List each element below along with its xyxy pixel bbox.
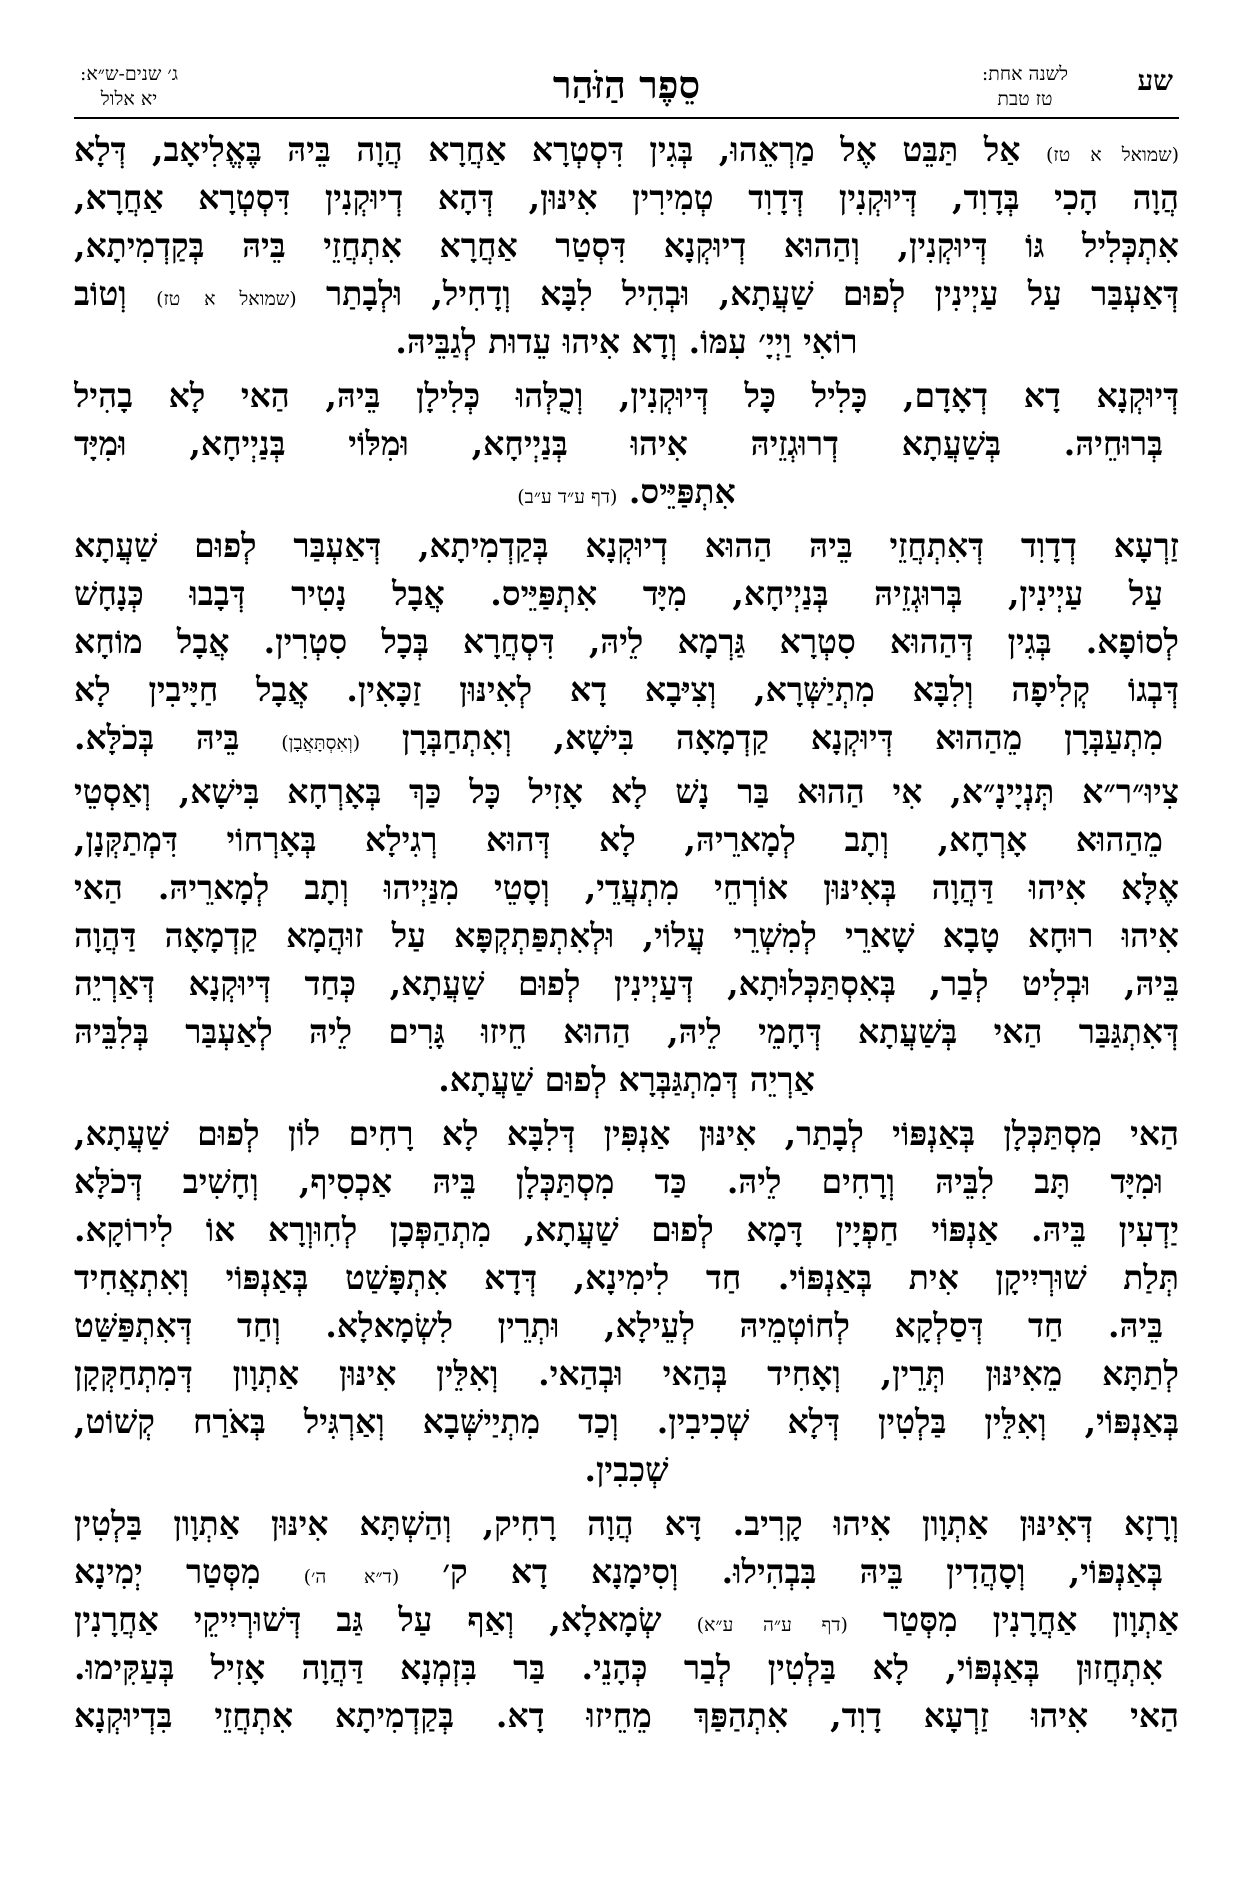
line-text: צִיוּ״ר״א תְּנְיָינָ״א, אִי הַהוּא בַּר נָשׁ לָא אָזִיל כָּל כַּךְ בְּאָרְחָא בִּישָׁא, וְאַסְטֵי [74, 772, 1179, 811]
text-line [74, 1500, 1179, 1548]
text-line [74, 1350, 1179, 1398]
text-line [74, 1596, 1179, 1644]
line-text: שְׁכִבִין. [584, 1450, 669, 1489]
text-line [74, 420, 1179, 468]
line-text: אִתְפַּיֵּיס. [628, 472, 736, 511]
line-text: אֶלָּא אִיהוּ דַּהֲוָה בְּאִינּוּן אוֹרְחֵי מִתְעֲדֵי, וְסָטֵי מִנַּיְיהוּ וְתָב לְמָארֵיהּ. הַאי [74, 868, 1179, 907]
line-text: לְסוֹפָא. בְּגִין דְּהַהוּא סִטְרָא גַּרְמָא לֵיהּ, דִּסְחֲרָא בְּכָל סִטְרִין. אֲבָל מוֹחָא [74, 622, 1179, 661]
line-text: רוֹאִי וַיְיָ׳ עִמּוֹ. וְדָא אִיהוּ עֵדוּת לְגַבֵּיהּ. [395, 322, 858, 361]
line-text: תְּלַת שׁוּרְיִיקָן אִית בְּאַנְפּוֹי. חַד לִימִינָא, דְּדָא אִתְפָּשַׁט בְּאַנְפּוֹי וְאִתְאֲחִיד [74, 1258, 1179, 1297]
paragraph [74, 1500, 1179, 1740]
text-line [74, 960, 1179, 1008]
paragraph [74, 372, 1179, 516]
line-text: מֵהַהוּא אָרְחָא, וְתָב לְמָארֵיהּ, לָא דְּהוּא רְגִילָא בְּאָרְחוֹי דִּמְתַקְּנָן, [74, 820, 1163, 859]
line-text: אַתְוָון אַחֲרָנִין מִסְּטַר [883, 1600, 1179, 1639]
text-line [74, 1692, 1179, 1740]
paragraph [74, 1110, 1179, 1494]
text-line [74, 174, 1179, 222]
schedule-three-years-label: ג׳ שנים-ש״א: [80, 63, 179, 85]
text-line [74, 618, 1179, 666]
inline-reference: (ד״א ה׳) [303, 1566, 400, 1588]
page-header [80, 62, 1173, 114]
inline-reference: (דף ע״ד ע״ב) [517, 486, 618, 508]
inline-reference: (וְאִסְתָּאֲבָן) [281, 732, 361, 754]
paragraph [74, 126, 1179, 366]
text-line [74, 468, 1179, 516]
text-line [74, 522, 1179, 570]
text-line [74, 1158, 1179, 1206]
text-line [74, 1446, 1179, 1494]
line-text: יַדְעִין בֵּיהּ. אַנְפּוֹי חַפְיָין דָּמָא לְפוּם שַׁעֲתָא, מִתְהַפְּכָן לְחִוּוְרָא אוֹ לִירוֹקָא. [74, 1210, 1179, 1249]
line-text: דְּאַעְבַּר עַל עַיְינִין לְפוּם שַׁעֲתָא, וּבְהִיל לִבָּא וְדָחִיל, וּלְבָתַר [326, 274, 1179, 313]
text-line [74, 270, 1179, 318]
line-text: אַרְיֵה דְּמִתְגַּבְּרָא לְפוּם שַׁעֲתָא. [438, 1060, 815, 1099]
line-text: בְּאַנְפּוֹי, וְסָהֲדִין בֵּיהּ בִּבְהִילוּ. וְסִימָנָא דָא ק׳ [442, 1552, 1163, 1591]
text-line [74, 372, 1179, 420]
text-body [74, 126, 1179, 1746]
line-text: זַרְעָא דְדָוִד דְּאִתְחֲזֵי בֵּיהּ הַהוּא דְיוּקְנָא בְּקַדְמִיתָא, דְּאַעְבַּר לְפוּם שַׁעֲתָא [74, 526, 1179, 565]
line-text: לְתַתָּא מֵאִינּוּן תְּרֵין, וְאָחִיד בְּהַאי וּבְהַאי. וְאִלֵּין אִינּוּן אַתְוָון דְּמִתְחַקְּקָן [74, 1354, 1179, 1393]
line-text: דְּבְגוֹ קְלִיפָה וְלִבָּא מִתְיַשְּׁרָא, וְצִיּבָא דָא לְאִינּוּן זַכָּאִין. אֲבָל חַיָּיבִין לָא [74, 670, 1179, 709]
text-line [74, 1110, 1179, 1158]
line-text: אִתְכְּלִיל גּוֹ דְּיוּקְנִין, וְהַהוּא דְיוּקְנָא דִּסְטַר אַחֲרָא אִתְחֲזֵי בֵּיהּ בְּקַדְמִיתָא, [74, 226, 1179, 265]
text-line [74, 1008, 1179, 1056]
line-text: הַאי אִיהוּ זַרְעָא דָוִד, אִתְהַפַּךְ מֵחֵיזוּ דָא. בְּקַדְמִיתָא אִתְחֲזֵי בִּדְיוּקְנָא [74, 1696, 1179, 1735]
text-line [74, 714, 1179, 762]
text-line [74, 1548, 1179, 1596]
book-title: סֵפֶר הַזֹּהַר [552, 62, 701, 107]
line-text: מִתְעַבְּרָן מֵהַהוּא דְּיוּקְנָא קַדְמָאָה בִּישָׁא, וְאִתְחַבְּרָן [401, 718, 1163, 757]
text-line [74, 1056, 1179, 1104]
text-line [74, 1206, 1179, 1254]
line-text: אִתְחֲזוּן בְּאַנְפּוֹי, לָא בַּלְטִין לְבַר כְּהָנֵי. בַּר בִּזְמְנָא דַּהֲוָה אָזִיל בְּעַקִּימוּ. [74, 1648, 1163, 1687]
text-line [74, 864, 1179, 912]
text-line [74, 570, 1179, 618]
line-text: בְּרוּחֵיהּ. בְּשַׁעֲתָא דְרוּגְזֵיהּ אִיהוּ בְּנַיְיחָא, וּמִלּוֹי בְּנַיְיחָא, וּמִיָּד [74, 424, 1163, 463]
line-text: וְרָזָא דְּאִינּוּן אַתְוָון אִיהוּ קָרִיב. דָּא הֲוָה רָחִיק, וְהַשְׁתָּא אִינּוּן אַתְוָון בַּלְטִין [74, 1504, 1179, 1543]
text-line [74, 816, 1179, 864]
line-text: בְּאַנְפּוֹי, וְאִלֵּין בַּלְטִין דְּלָא שְׁכִיבִין. וְכַד מִתְיַישְּׁבָא וְאַרְגִּיל בְּאֹרַח קְשׁוֹט, [74, 1402, 1179, 1441]
schedule-three-years-date: יא אלול [100, 88, 158, 110]
paragraph [74, 522, 1179, 762]
text-line [74, 1398, 1179, 1446]
line-text: אַל תַּבֵּט אֶל מַרְאֵהוּ, בְּגִין דִּסְטְרָא אַחֲרָא הֲוָה בֵּיהּ בֶּאֱלִיאָב, דְּלָא [74, 130, 1021, 169]
line-text: דְּיוּקְנָא דָא דְאָדָם, כָּלִיל כָּל דְּיוּקְנִין, וְכֻלְּהוּ כְּלִילָן בֵּיהּ, הַאי לָא בָהִיל [74, 376, 1179, 415]
text-line [74, 666, 1179, 714]
text-line [74, 318, 1179, 366]
line-text: הֲוָה הָכִי בְּדָוִד, דְּיוּקְנִין דְּדָוִד טְמִירִין אִינּוּן, דְּהָא דְיוּקְנִין דִּסְטְרָא אַחֲרָא, [74, 178, 1179, 217]
line-text: דְּאִתְגַּבַּר הַאי בְּשַׁעֲתָא דְּחָמֵי לֵיהּ, הַהוּא חֵיזוּ גָּרִים לֵיהּ לְאַעְבַּר בְּלִבֵּיהּ [74, 1012, 1179, 1051]
line-text: וּמִיָּד תָּב לִבֵּיהּ וְרָחִים לֵיהּ. כַּד מִסְתַּכְּלָן בֵּיהּ אַכְסִיף, וְחָשִׁיב דְּכֹלָּא [74, 1162, 1163, 1201]
folio-number: שע [1137, 64, 1173, 97]
scripture-reference: (שמואל א טז) [1045, 144, 1179, 166]
schedule-one-year-date: טז טבת [997, 88, 1053, 110]
line-text-continued: מִסְּטַר יְמִינָא [74, 1552, 261, 1591]
line-text: אִיהוּ רוּחָא טָבָא שָׁארֵי לְמִשְׁרֵי עֲלוֹי, וּלְאִתְפַּתְקְפָּא עַל זוּהֲמָא קַדְמָאָה דַּהֲוָה [74, 916, 1179, 955]
paragraph [74, 768, 1179, 1104]
schedule-one-year-label: לשנה אחת: [981, 63, 1068, 85]
text-line [74, 912, 1179, 960]
line-text: בֵּיהּ, וּבְלִיט לְבַר, בְּאִסְתַּכְּלוּתָא, דְּעַיְינִין לְפוּם שַׁעֲתָא, כְּחַד דְּיוּקְנָא דְּאַרְיֵה [74, 964, 1179, 1003]
inline-reference: (דף ע״ה ע״א) [696, 1614, 848, 1636]
text-line [74, 1302, 1179, 1350]
line-text: בֵּיהּ. חַד דְּסַלְקָא לְחוֹטְמֵיהּ לְעֵילָא, וּתְרֵין לִשְׂמָאלָא. וְחַד דְּאִתְפַּשַּׁט [74, 1306, 1163, 1345]
inline-reference: (שמואל א טז) [156, 288, 297, 310]
header-rule [74, 117, 1179, 119]
text-line [74, 1644, 1179, 1692]
line-text: הַאי מִסְתַּכְּלָן בְּאַנְפּוֹי לְבָתַר, אִינּוּן אַנְפִּין דְּלִבָּא לָא רָחִים לוֹן לְפוּם שַׁעֲתָא, [74, 1114, 1179, 1153]
line-text: עַל עַיְינִין, בְּרוּגְזֵיהּ בְּנַיְיחָא, מִיָּד אִתְפַּיֵּיס. אֲבָל נָטִיר דְּבָבוּ כְּנָחָשׁ [74, 574, 1163, 613]
text-line [74, 768, 1179, 816]
text-line [74, 222, 1179, 270]
header-left-schedule [80, 62, 178, 112]
line-text-continued: וְטוֹב [74, 274, 127, 313]
line-text-continued: שְׂמָאלָא, וְאַף עַל גַּב דְּשׁוּרְיִיקֵי אַחֲרָנִין [74, 1600, 662, 1639]
text-line [74, 1254, 1179, 1302]
text-line [74, 126, 1179, 174]
line-text-continued: בֵּיהּ בְּכֹלָּא. [74, 718, 240, 757]
